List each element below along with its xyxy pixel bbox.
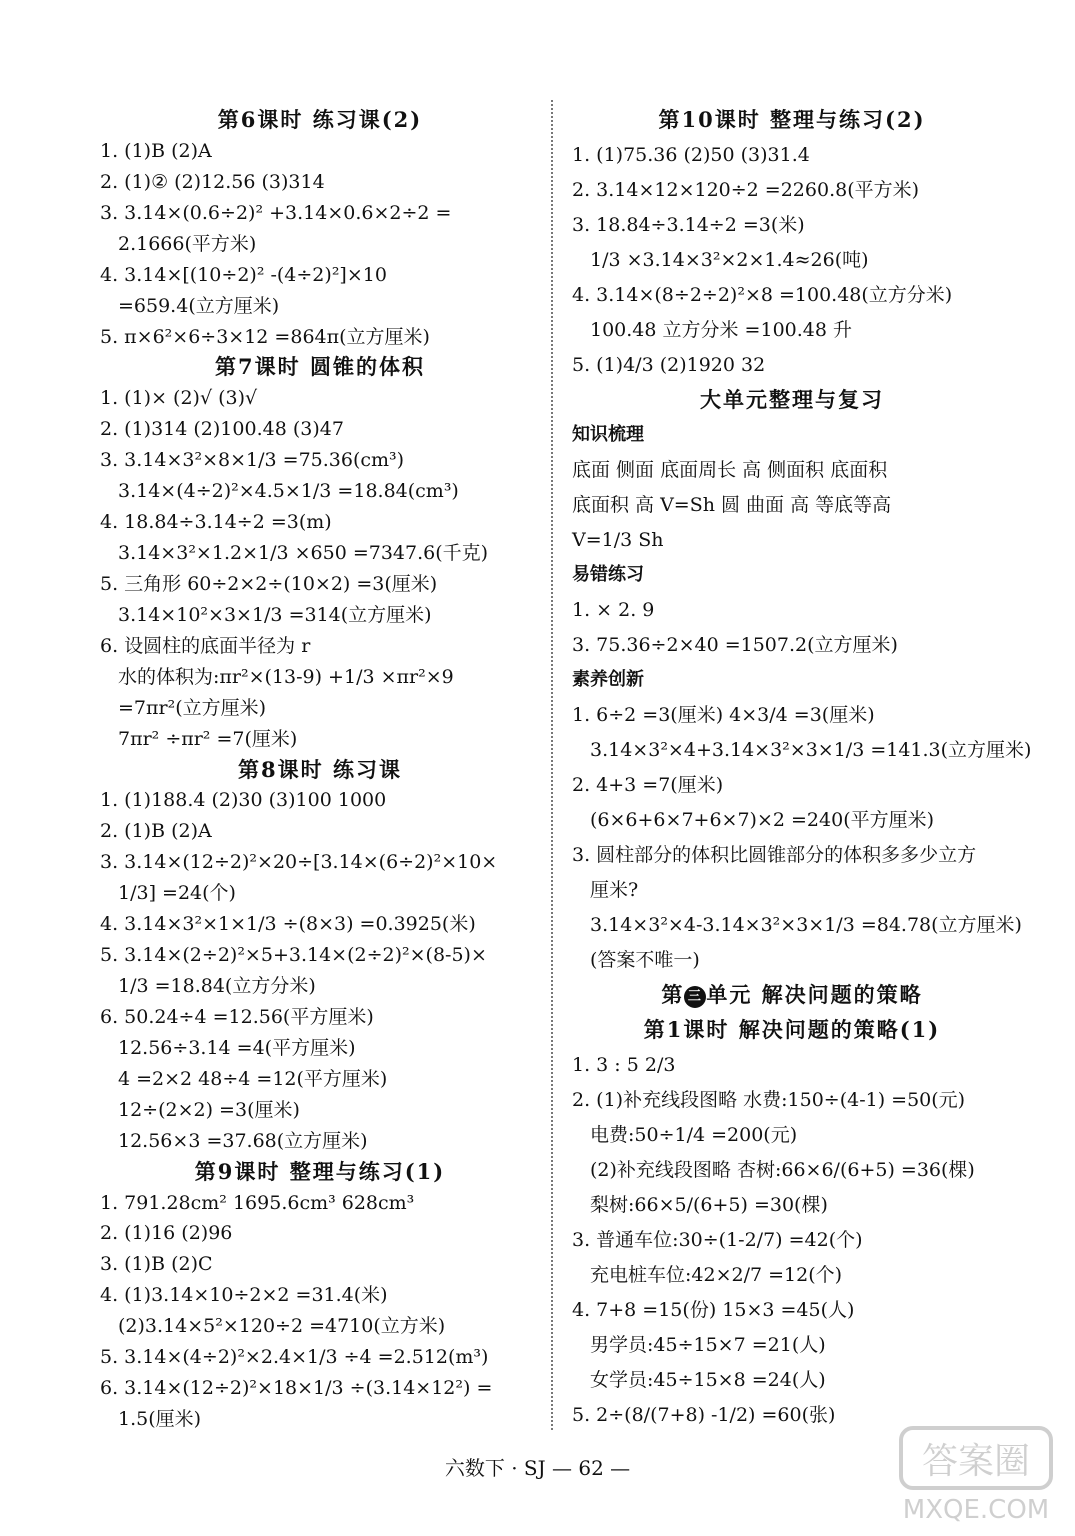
answer-line: 底面 侧面 底面周长 高 侧面积 底面积 bbox=[572, 459, 888, 481]
answer-line: 1. 6÷2 =3(厘米) 4×3/4 =3(厘米) bbox=[572, 704, 875, 726]
subsection-heading: 易错练习 bbox=[572, 564, 644, 585]
answer-line: 3.14×(4÷2)²×4.5×1/3 =18.84(cm³) bbox=[118, 480, 459, 502]
section-heading: 第10课时 整理与练习(2) bbox=[658, 107, 926, 132]
answer-line: 5. 三角形 60÷2×2÷(10×2) =3(厘米) bbox=[100, 573, 438, 595]
answer-line: 3.14×3²×4+3.14×3²×3×1/3 =141.3(立方厘米) bbox=[590, 739, 1032, 761]
answer-line: 1.5(厘米) bbox=[118, 1408, 202, 1430]
column-divider bbox=[551, 100, 553, 1430]
answer-line: 1. (1)188.4 (2)30 (3)100 1000 bbox=[100, 789, 387, 811]
subsection-heading: 素养创新 bbox=[572, 669, 644, 690]
answer-line: 5. 3.14×(4÷2)²×2.4×1/3 ÷4 =2.512(m³) bbox=[100, 1346, 489, 1368]
answer-line: 1. × 2. 9 bbox=[572, 599, 655, 621]
answer-line: (6×6+6×7+6×7)×2 =240(平方厘米) bbox=[590, 809, 935, 831]
section-heading: 第8课时 练习课 bbox=[238, 757, 402, 782]
answer-line: 梨树:66×5/(6+5) =30(棵) bbox=[590, 1194, 828, 1216]
answer-line: (2)补充线段图略 杏树:66×6/(6+5) =36(棵) bbox=[590, 1159, 975, 1181]
answer-line: 1. (1)75.36 (2)50 (3)31.4 bbox=[572, 144, 810, 166]
answer-line: 5. 2÷(8/(7+8) -1/2) =60(张) bbox=[572, 1404, 836, 1426]
answer-line: 1/3] =24(个) bbox=[118, 882, 236, 904]
answer-line: V=1/3 Sh bbox=[572, 529, 664, 551]
section-heading: 第6课时 练习课(2) bbox=[217, 107, 423, 132]
answer-line: 3. 3.14×(0.6÷2)² +3.14×0.6×2÷2 = bbox=[100, 202, 452, 224]
answer-line: (2)3.14×5²×120÷2 =4710(立方米) bbox=[118, 1315, 446, 1337]
answer-line: 3.14×10²×3×1/3 =314(立方厘米) bbox=[118, 604, 432, 626]
answer-line: 4. 7+8 =15(份) 15×3 =45(人) bbox=[572, 1299, 855, 1321]
answer-line: 1. 3 : 5 2/3 bbox=[572, 1054, 676, 1076]
answer-line: 厘米? bbox=[590, 879, 639, 901]
answer-line: 1. (1)B (2)A bbox=[100, 140, 212, 162]
answer-line: 2.1666(平方米) bbox=[118, 233, 257, 255]
answer-line: 3. 75.36÷2×40 =1507.2(立方厘米) bbox=[572, 634, 898, 656]
answer-line: 女学员:45÷15×8 =24(人) bbox=[590, 1369, 826, 1391]
answer-line: 7πr² ÷πr² =7(厘米) bbox=[118, 728, 298, 750]
answer-line: 2. (1)② (2)12.56 (3)314 bbox=[100, 171, 325, 193]
answer-line: 水的体积为:πr²×(13-9) +1/3 ×πr²×9 bbox=[118, 666, 454, 688]
answer-line: 6. 设圆柱的底面半径为 r bbox=[100, 635, 311, 657]
answer-line: 4 =2×2 48÷4 =12(平方厘米) bbox=[118, 1068, 388, 1090]
answer-line: 12.56÷3.14 =4(平方厘米) bbox=[118, 1037, 356, 1059]
page-footer: 六数下 · SJ — 62 — bbox=[444, 1456, 631, 1480]
answer-line: =659.4(立方厘米) bbox=[118, 295, 280, 317]
section-heading: 大单元整理与复习 bbox=[700, 387, 884, 412]
answer-line: 电费:50÷1/4 =200(元) bbox=[590, 1124, 798, 1146]
svg-text:答案圈: 答案圈 bbox=[921, 1441, 1031, 1482]
answer-line: 4. 3.14×3²×1×1/3 ÷(8×3) =0.3925(米) bbox=[100, 913, 476, 935]
answer-line: 3.14×3²×4-3.14×3²×3×1/3 =84.78(立方厘米) bbox=[590, 914, 1022, 936]
unit-prefix: 第 bbox=[661, 982, 685, 1007]
subsection-heading: 知识梳理 bbox=[572, 424, 644, 445]
answer-line: 6. 50.24÷4 =12.56(平方厘米) bbox=[100, 1006, 374, 1028]
unit-heading bbox=[572, 983, 1012, 1008]
answer-line: 2. 3.14×12×120÷2 =2260.8(平方米) bbox=[572, 179, 920, 201]
answer-line: 2. (1)16 (2)96 bbox=[100, 1222, 233, 1244]
answer-line: 3. (1)B (2)C bbox=[100, 1253, 213, 1275]
answer-line: 男学员:45÷15×7 =21(人) bbox=[590, 1334, 826, 1356]
answer-line: (答案不唯一) bbox=[590, 949, 700, 971]
answer-line: 3. 普通车位:30÷(1-2/7) =42(个) bbox=[572, 1229, 863, 1251]
answer-line: 3.14×3²×1.2×1/3 ×650 =7347.6(千克) bbox=[118, 542, 489, 564]
section-heading: 第9课时 整理与练习(1) bbox=[194, 1159, 446, 1184]
answer-line: 3. 3.14×3²×8×1/3 =75.36(cm³) bbox=[100, 449, 405, 471]
answer-line: 2. (1)B (2)A bbox=[100, 820, 212, 842]
answer-line: =7πr²(立方厘米) bbox=[118, 697, 267, 719]
answer-line: 1/3 =18.84(立方分米) bbox=[118, 975, 316, 997]
section-heading: 第1课时 解决问题的策略(1) bbox=[643, 1017, 941, 1042]
answer-line: 5. (1)4/3 (2)1920 32 bbox=[572, 354, 766, 376]
watermark-logo bbox=[891, 1418, 1061, 1528]
answer-line: 充电桩车位:42×2/7 =12(个) bbox=[590, 1264, 843, 1286]
answer-line: 1. 791.28cm² 1695.6cm³ 628cm³ bbox=[100, 1192, 415, 1214]
answer-line: 2. (1)314 (2)100.48 (3)47 bbox=[100, 418, 344, 440]
svg-text:MXQE.COM: MXQE.COM bbox=[902, 1495, 1050, 1525]
answer-line: 4. 3.14×[(10÷2)² -(4÷2)²]×10 bbox=[100, 264, 387, 286]
answer-line: 4. 3.14×(8÷2÷2)²×8 =100.48(立方分米) bbox=[572, 284, 953, 306]
answer-line: 1/3 ×3.14×3²×2×1.4≈26(吨) bbox=[590, 249, 869, 271]
answer-line: 3. 18.84÷3.14÷2 =3(米) bbox=[572, 214, 805, 236]
answer-line: 3. 圆柱部分的体积比圆锥部分的体积多多少立方 bbox=[572, 844, 977, 866]
unit-number-badge: 三 bbox=[684, 986, 706, 1008]
answer-line: 3. 3.14×(12÷2)²×20÷[3.14×(6÷2)²×10× bbox=[100, 851, 498, 873]
unit-title: 单元 解决问题的策略 bbox=[706, 982, 923, 1007]
section-heading: 第7课时 圆锥的体积 bbox=[215, 354, 425, 379]
answer-line: 12÷(2×2) =3(厘米) bbox=[118, 1099, 300, 1121]
answer-line: 5. π×6²×6÷3×12 =864π(立方厘米) bbox=[100, 326, 430, 348]
answer-line: 100.48 立方分米 =100.48 升 bbox=[590, 319, 853, 341]
answer-line: 12.56×3 =37.68(立方厘米) bbox=[118, 1130, 368, 1152]
answer-line: 底面积 高 V=Sh 圆 曲面 高 等底等高 bbox=[572, 494, 892, 516]
answer-line: 4. 18.84÷3.14÷2 =3(m) bbox=[100, 511, 332, 533]
answer-line: 2. 4+3 =7(厘米) bbox=[572, 774, 724, 796]
answer-line: 5. 3.14×(2÷2)²×5+3.14×(2÷2)²×(8-5)× bbox=[100, 944, 487, 966]
answer-line: 1. (1)× (2)√ (3)√ bbox=[100, 387, 258, 409]
answer-line: 2. (1)补充线段图略 水费:150÷(4-1) =50(元) bbox=[572, 1089, 966, 1111]
answer-line: 4. (1)3.14×10÷2×2 =31.4(米) bbox=[100, 1284, 388, 1306]
answer-line: 6. 3.14×(12÷2)²×18×1/3 ÷(3.14×12²) = bbox=[100, 1377, 493, 1399]
